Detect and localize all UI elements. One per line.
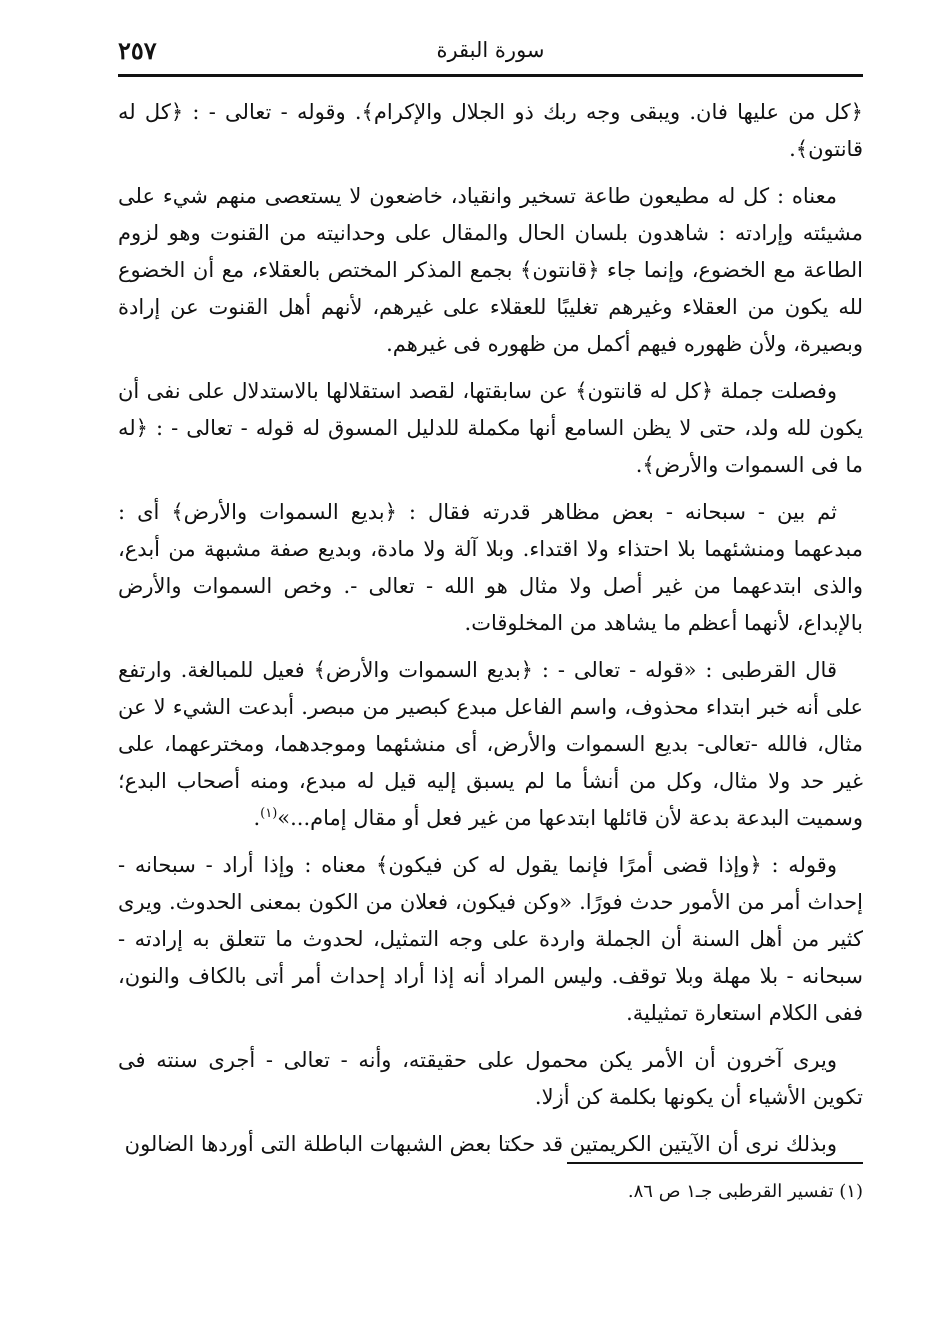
page-number: ٢٥٧ (118, 36, 157, 65)
paragraph-7: ويرى آخرون أن الأمر يكن محمول على حقيقته، وأنه - تعالى - أجرى سنته فى تكوين الأشياء أن يكونها بكلمة كن أزلا. (118, 1048, 863, 1109)
footnote: (١) تفسير القرطبى جـ١ ص ٨٦. (627, 1181, 863, 1202)
paragraph-3: وفصلت جملة ﴿كل له قانتون﴾ عن سابقتها، لقصد استقلالها بالاستدلال على نفى أن يكون لله ولد، حتى لا يظن السامع أنها مكملة للدليل المسوق له قوله - تعالى - : ﴿له ما فى السموات والأرض﴾. (118, 379, 863, 477)
paragraph-6: وقوله : ﴿وإذا قضى أمرًا فإنما يقول له كن فيكون﴾ معناه : وإذا أراد - سبحانه - إحداث أمر من الأمور حدث فورًا. «وكن فيكون، فعلان من الكون بمعنى الحدوث. ويرى كثير من أهل السنة أن الجملة واردة على وجه التمثيل، لحدوث ما تتعلق به إرادته - سبحانه - بلا مهلة وبلا توقف. وليس المراد أنه إذا أراد إحداث أمر أتى بالكاف والنون، ففى الكلام استعارة تمثيلية. (118, 853, 863, 1025)
running-title: سورة البقرة (436, 38, 545, 62)
footnote-rule (567, 1162, 863, 1164)
page-header (118, 30, 863, 72)
paragraph-5: قال القرطبى : «قوله - تعالى - : ﴿بديع السموات والأرض﴾ فعيل للمبالغة. وارتفع على أنه خبر ابتداء محذوف، واسم الفاعل مبدع كبصير من مبصر. أبدعت الشيء لا عن مثال، فالله -تعالى- بديع السموات والأرض، أى منشئهما وموجدهما، ومخترعهما، على غير حد ولا مثال، وكل من أنشأ ما لم يسبق إليه قيل له مبدع، ومنه أصحاب البدع؛ وسميت البدعة بدعة لأن قائلها ابتدعها من غير فعل أو مقال إمام...»$^{(١)}$. (118, 658, 863, 830)
paragraph-1: ﴿كل من عليها فان. ويبقى وجه ربك ذو الجلال والإكرام﴾. وقوله - تعالى - : ﴿كل له قانتون﴾. (118, 100, 863, 161)
paragraph-2: معناه : كل له مطيعون طاعة تسخير وانقياد، خاضعون لا يستعصى منهم شيء على مشيئته وإرادته : شاهدون بلسان الحال والمقال على وحدانيته من القنوت وهو لزوم الطاعة مع الخضوع، وإنما جاء ﴿قانتون﴾ بجمع المذكر المختص بالعقلاء، مع أن الخضوع لله يكون من العقلاء وغيرهم تغليبًا للعقلاء على غيرهم، لأنهم أهل القنوت عن إرادة وبصيرة، ولأن ظهوره فيهم أكمل من ظهوره فى غيرهم. (118, 184, 863, 356)
paragraph-4: ثم بين - سبحانه - بعض مظاهر قدرته فقال : ﴿بديع السموات والأرض﴾ أى : مبدعهما ومنشئهما بلا احتذاء ولا اقتداء. وبلا آلة ولا مادة، وبديع صفة مشبهة من أبدع، والذى ابتدعهما من غير أصل ولا مثال هو الله - تعالى -. وخص السموات والأرض بالإبداع، لأنهما أعظم ما يشاهد من المخلوقات. (118, 500, 863, 635)
paragraph-5-text: قال القرطبى : «قوله - تعالى - : ﴿بديع السموات والأرض﴾ فعيل للمبالغة. وارتفع على أنه خبر ابتداء محذوف، واسم الفاعل مبدع كبصير من مبصر. أبدعت الشيء لا عن مثال، فالله -تعالى- بديع السموات والأرض، أى منشئهما وموجدهما، ومخترعهما، على غير حد ولا مثال، وكل من أنشأ ما لم يسبق إليه قيل له مبدع، ومنه أصحاب البدع؛ وسميت البدعة بدعة لأن قائلها ابتدعها من غير فعل أو مقال إمام...» (118, 658, 863, 830)
footnote-reference: (١) (260, 806, 278, 821)
paragraph-8: وبذلك نرى أن الآيتين الكريمتين قد حكتا بعض الشبهات الباطلة التى أوردها الضالون (124, 1132, 837, 1156)
header-rule (118, 74, 863, 77)
body-text (118, 94, 863, 1173)
